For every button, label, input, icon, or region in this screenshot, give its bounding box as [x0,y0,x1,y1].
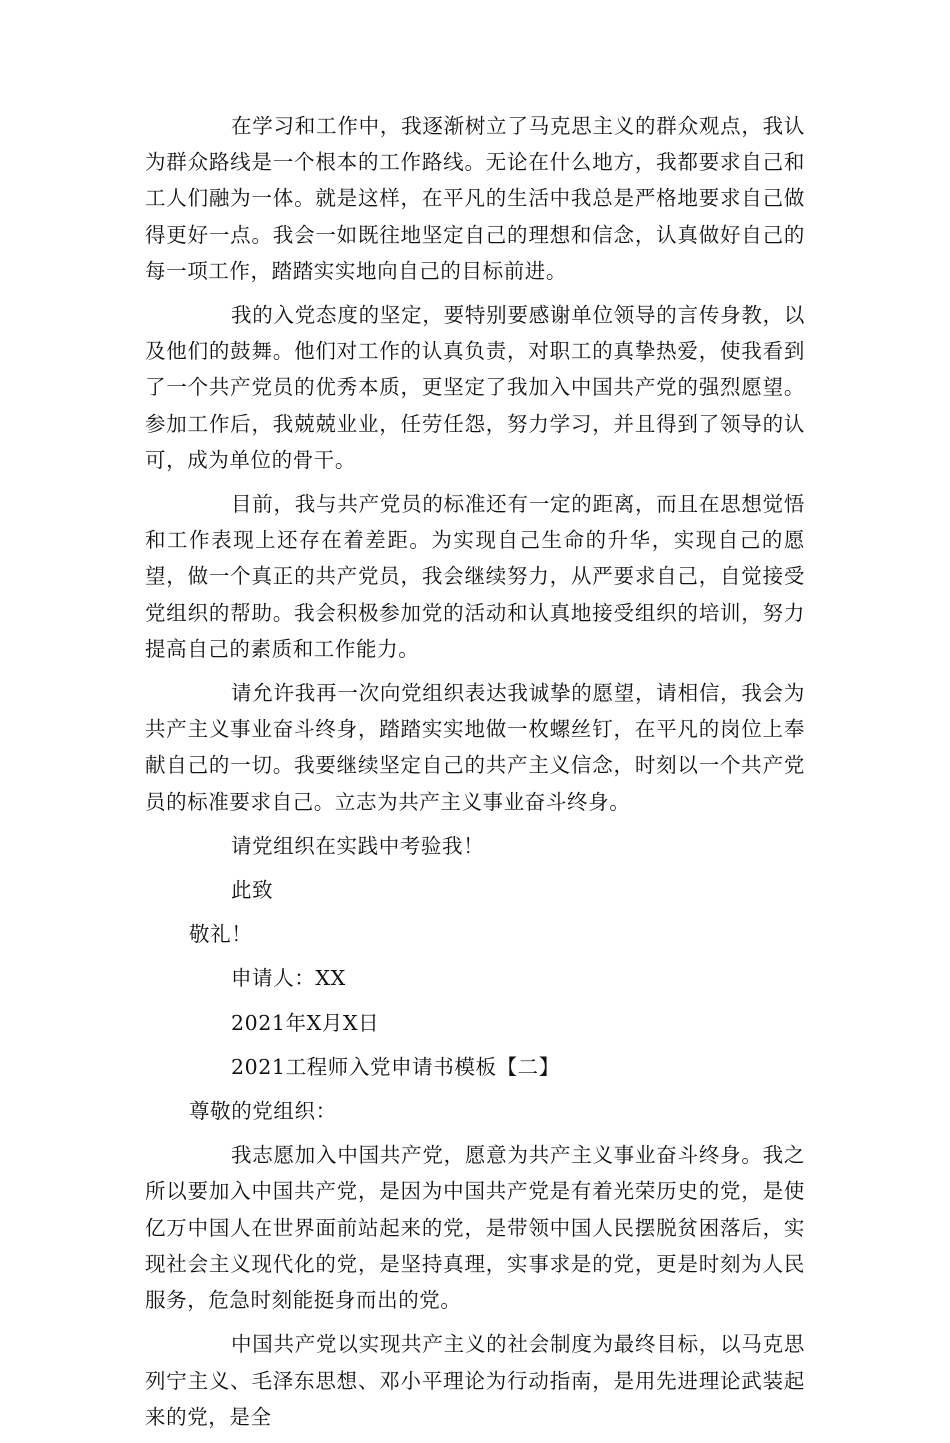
paragraph-1: 在学习和工作中，我逐渐树立了马克思主义的群众观点，我认为群众路线是一个根本的工作路线。无论在什么地方，我都要求自己和工人们融为一体。就是这样，在平凡的生活中我总是严格地要求自己做得更好一点。我会一如既往地坚定自己的理想和信念，认真做好自己的每一项工作，踏踏实实地向自己的目标前进。 [145,114,805,283]
section-title: 2021工程师入党申请书模板【二】 [231,1054,560,1079]
paragraph-6: 中国共产党以实现共产主义的社会制度为最终目标，以马克思列宁主义、毛泽东思想、邓小平理论为行动指南，是用先进理论武装起来的党，是全 [145,1332,805,1429]
document-body [145,108,805,1443]
closing-request: 请党组织在实践中考验我！ [231,833,485,858]
greeting: 尊敬的党组织： [189,1099,337,1124]
salutation-regards: 敬礼！ [189,922,253,947]
paragraph-4: 请允许我再一次向党组织表达我诚挚的愿望，请相信，我会为共产主义事业奋斗终身，踏踏实实地做一枚螺丝钉，在平凡的岗位上奉献自己的一切。我要继续坚定自己的共产主义信念，时刻以一个共产党员的标准要求自己。立志为共产主义事业奋斗终身。 [145,681,805,814]
letter-date: 2021年X月X日 [231,1010,380,1035]
paragraph-3: 目前，我与共产党员的标准还有一定的距离，而且在思想觉悟和工作表现上还存在着差距。为实现自己生命的升华，实现自己的愿望，做一个真正的共产党员，我会继续努力，从严要求自己，自觉接受党组织的帮助。我会积极参加党的活动和认真地接受组织的培训，努力提高自己的素质和工作能力。 [145,492,805,661]
salutation-to: 此致 [231,878,274,903]
paragraph-2: 我的入党态度的坚定，要特别要感谢单位领导的言传身教，以及他们的鼓舞。他们对工作的认真负责，对职工的真挚热爱，使我看到了一个共产党员的优秀本质，更坚定了我加入中国共产党的强烈愿望。参加工作后，我兢兢业业，任劳任怨，努力学习，并且得到了领导的认可，成为单位的骨干。 [145,303,805,472]
paragraph-5: 我志愿加入中国共产党，愿意为共产主义事业奋斗终身。我之所以要加入中国共产党，是因为中国共产党是有着光荣历史的党，是使亿万中国人在世界面前站起来的党，是带领中国人民摆脱贫困落后，实现社会主义现代化的党，是坚持真理，实事求是的党，更是时刻为人民服务，危急时刻能挺身而出的党。 [145,1143,805,1313]
applicant-signature: 申请人：XX [231,966,346,991]
